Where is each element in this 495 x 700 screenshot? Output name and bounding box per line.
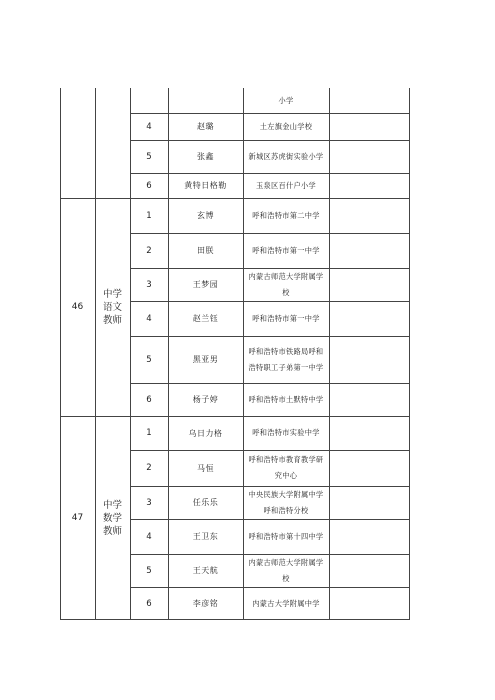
row-name: 黄特日格勒 (184, 181, 227, 190)
row-number: 1 (146, 210, 152, 221)
row-number: 4 (146, 531, 152, 542)
row-name: 乌日力格 (188, 428, 223, 438)
grid-line (130, 587, 410, 588)
grid-line (130, 233, 410, 234)
row-name: 张鑫 (197, 152, 214, 161)
group-subject: 中学 数学 教师 (102, 499, 122, 537)
continuation-school-cell (243, 88, 329, 113)
row-name: 王梦园 (192, 280, 219, 289)
group-index: 46 (71, 302, 84, 312)
row-name: 王天航 (192, 566, 219, 575)
row-number: 1 (146, 428, 152, 438)
row-school: 内蒙古师范大学附属学校 (248, 271, 324, 297)
group-subject: 中学 语文 教师 (102, 288, 122, 326)
group-index: 47 (71, 513, 84, 523)
row-number: 5 (146, 151, 152, 162)
grid-line (130, 486, 410, 487)
grid-line (130, 140, 410, 141)
grid-line (409, 88, 410, 620)
row-number: 5 (146, 565, 152, 576)
grid-line (60, 416, 410, 417)
row-school: 中央民族大学附属中学呼和浩特分校 (248, 489, 324, 515)
row-number: 4 (146, 121, 152, 132)
row-school: 玉泉区百什户小学 (256, 180, 316, 190)
row-school: 呼和浩特市铁路局呼和浩特职工子弟第一中学 (248, 346, 324, 372)
row-name: 赵璐 (197, 122, 214, 131)
row-number: 2 (146, 245, 152, 256)
row-name: 任乐乐 (192, 498, 219, 507)
row-name: 玄博 (197, 211, 214, 220)
grid-line (130, 268, 410, 269)
row-school: 内蒙古师范大学附属学校 (248, 557, 324, 583)
row-name: 李彦铭 (192, 599, 219, 608)
grid-line (168, 88, 169, 620)
row-school: 呼和浩特市教育教学研究中心 (248, 455, 324, 480)
teacher-list-table (60, 88, 410, 620)
grid-line (130, 554, 410, 555)
row-number: 5 (146, 354, 152, 365)
row-number: 4 (146, 313, 152, 324)
row-name: 黑亚男 (192, 355, 219, 364)
row-number: 6 (146, 394, 152, 405)
grid-line (130, 301, 410, 302)
row-number: 3 (146, 497, 152, 508)
row-school: 呼和浩特市土默特中学 (248, 394, 324, 404)
row-number: 6 (146, 598, 152, 609)
grid-line (95, 88, 96, 620)
grid-line (130, 113, 410, 114)
row-school: 呼和浩特市实验中学 (252, 428, 320, 437)
row-name: 田朕 (197, 246, 214, 255)
grid-line (130, 173, 410, 174)
row-name: 杨子婷 (192, 395, 219, 404)
grid-line (60, 619, 410, 620)
row-school: 呼和浩特市第二中学 (252, 210, 320, 220)
row-name: 马恒 (197, 463, 214, 473)
continuation-school-text: 小学 (278, 95, 294, 105)
row-school: 新城区苏虎街实验小学 (248, 151, 324, 161)
grid-line (329, 88, 330, 620)
row-number: 6 (146, 180, 152, 191)
row-school: 呼和浩特市第一中学 (252, 245, 320, 255)
grid-line (60, 88, 61, 620)
grid-line (130, 383, 410, 384)
grid-line (130, 450, 410, 451)
row-name: 赵兰钰 (192, 314, 219, 323)
row-school: 呼和浩特市第十四中学 (248, 531, 324, 541)
grid-line (60, 198, 410, 199)
grid-line (130, 336, 410, 337)
row-school: 内蒙古大学附属中学 (252, 598, 320, 608)
grid-line (243, 88, 244, 620)
row-number: 3 (146, 279, 152, 290)
row-number: 2 (146, 463, 152, 473)
row-name: 王卫东 (192, 532, 219, 541)
row-school: 土左旗金山学校 (259, 121, 313, 131)
grid-line (130, 88, 131, 620)
grid-line (130, 519, 410, 520)
row-school: 呼和浩特市第一中学 (252, 313, 320, 323)
